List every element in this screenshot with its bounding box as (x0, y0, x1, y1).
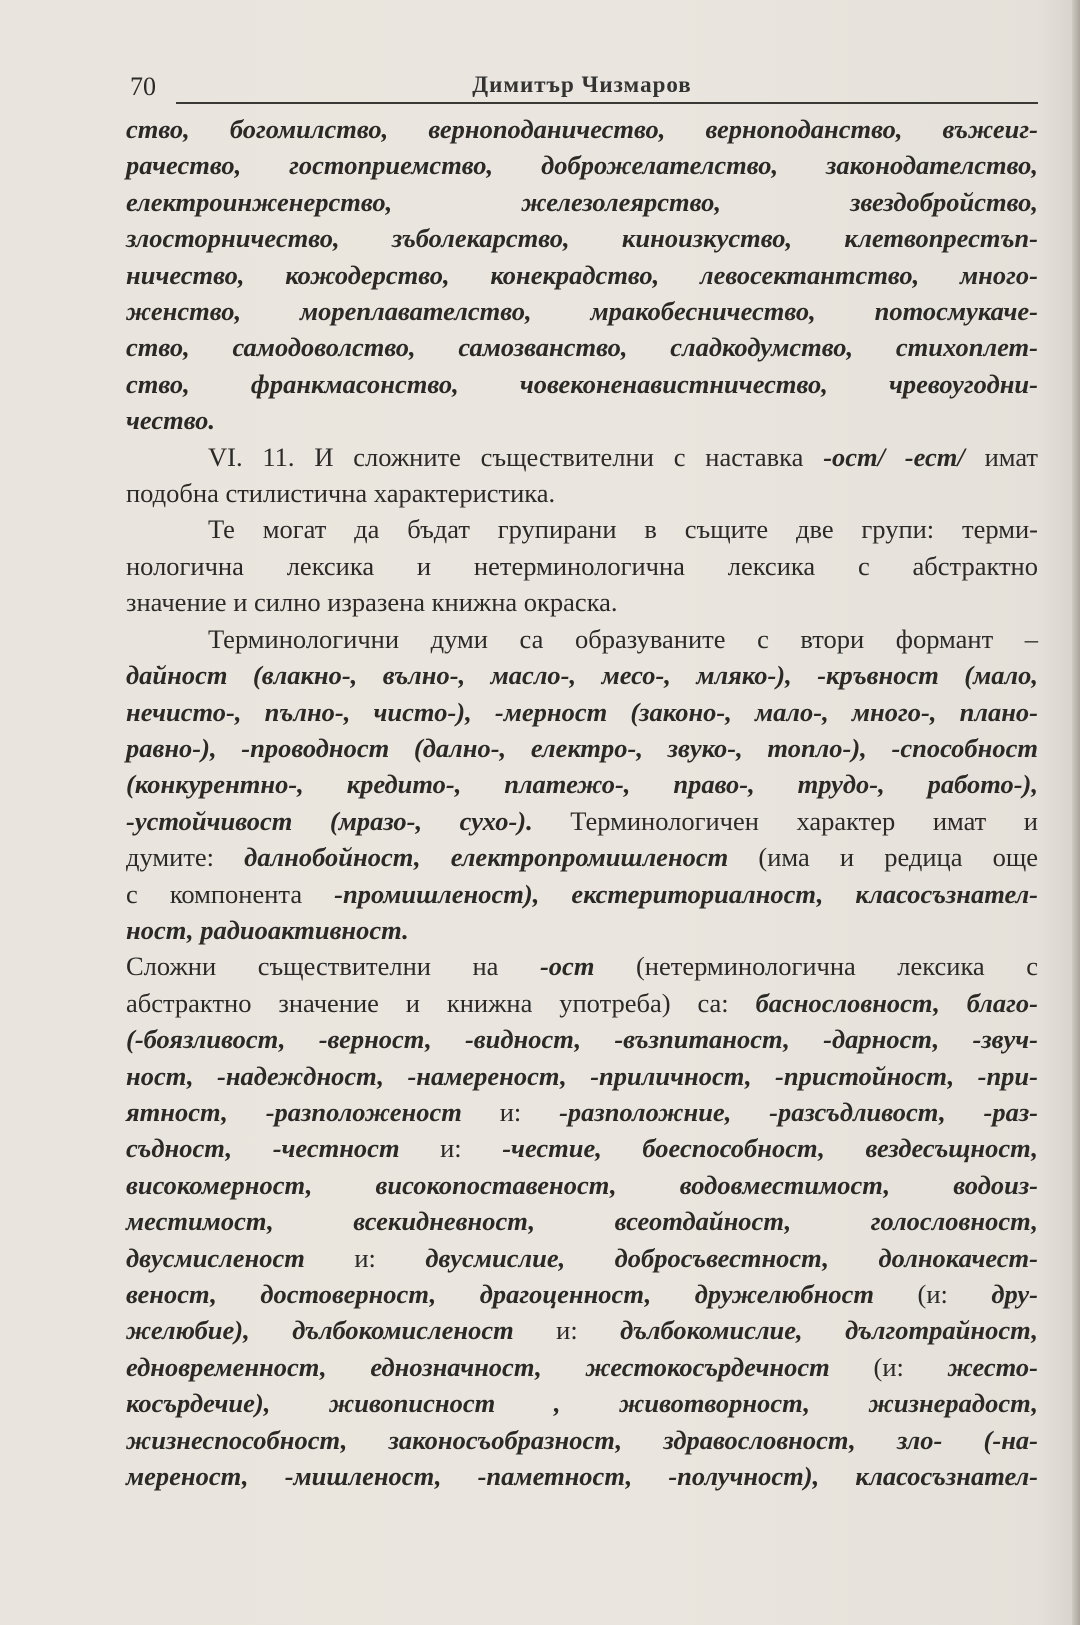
text-line: Те могат да бъдат групирани в същите две групи: терми- (208, 514, 1038, 545)
text-run: (нетерминологична лексика с (594, 951, 1038, 982)
text-run: и: (461, 1096, 560, 1127)
text-line: мереност, -мишленост, -паметност, -получност), класосъзнател- (126, 1461, 1038, 1492)
text-line: подобна стилистична характеристика. (126, 478, 556, 509)
text-line: ничество, кожодерство, конекрадство, левосектантство, много- (126, 259, 1038, 290)
text-line (126, 839, 1038, 875)
text-run: и: (399, 1133, 503, 1164)
text-line (126, 948, 1038, 984)
page-header (126, 66, 1038, 106)
text-line (126, 1349, 1038, 1385)
italic-run: -ост (539, 951, 595, 982)
text-line: Терминологични думи са образуваните с втори формант – (208, 623, 1038, 654)
text-line (126, 876, 1038, 912)
italic-run: дру- (991, 1279, 1038, 1309)
text-run: думите: (126, 842, 245, 873)
text-run: (има и редица още (728, 842, 1039, 873)
italic-run: -устойчивост (мразо-, сухо-). (126, 805, 533, 836)
italic-run: веност, достоверност, драгоценност, дружелюбност (126, 1279, 874, 1309)
paragraph-section-11 (126, 439, 1038, 512)
text-line: значение и силно изразена книжна окраска. (126, 587, 618, 618)
text-line (126, 1240, 1038, 1276)
italic-run: двусмислие, добросъвестност, долнокачест- (425, 1242, 1038, 1273)
text-line: (-боязливост, -верност, -видност, -възпитаност, -дарност, -звуч- (126, 1024, 1038, 1055)
running-head: Димитър Чизмаров (472, 72, 692, 97)
text-line (126, 1094, 1038, 1130)
text-line: нологична лексика и нетерминологична лексика с абстрактно (126, 550, 1038, 581)
text-line: дайност (влакно-, вълно-, масло-, месо-, мляко-), -кръвност (мало, (126, 660, 1038, 691)
text-run: и: (513, 1315, 621, 1346)
italic-run: дълбокомислие, дълготрайност, (620, 1315, 1038, 1346)
text-line: косърдечие), живописност , животворност, жизнерадост, (126, 1388, 1038, 1419)
text-line (126, 985, 1038, 1021)
paragraph-word-list (126, 111, 1038, 439)
text-line: електроинженерство, железолеярство, звездобройство, (126, 186, 1038, 217)
italic-run: жесто- (947, 1351, 1038, 1382)
text-run: Терминологичен характер имат и (532, 805, 1038, 836)
text-run: абстрактно значение и книжна употреба) са: (126, 987, 756, 1018)
text-run: (и: (874, 1279, 992, 1309)
text-run: с компонента (126, 878, 335, 909)
page-edge (1072, 0, 1080, 1625)
text-run: и: (304, 1242, 426, 1273)
text-line (126, 1130, 1038, 1166)
text-line (126, 803, 1038, 839)
italic-run: ятност, -разположеност (126, 1096, 462, 1127)
page-body (126, 111, 1038, 1494)
suffix-term: -ост/ -ест/ (823, 441, 965, 472)
text-line: злосторничество, зъболекарство, киноизкуство, клетвопрестъп- (126, 223, 1038, 254)
italic-run: баснословност, благо- (755, 987, 1038, 1018)
text-line: ство, самодоволство, самозванство, сладкодумство, стихоплет- (126, 332, 1038, 363)
text-line (126, 439, 1038, 475)
text-line: чество. (126, 405, 216, 436)
text-run: имат (964, 441, 1039, 472)
italic-run: желюбие), дълбокомисленост (126, 1315, 514, 1346)
italic-run: едновременност, еднозначност, жестокосърдечност (126, 1351, 830, 1382)
text-run: И сложните съществителни с наставка (294, 441, 824, 472)
italic-run: двусмисленост (126, 1242, 305, 1273)
italic-run: -разположние, -разсъдливост, -раз- (559, 1096, 1039, 1127)
paragraph-terminology (126, 621, 1038, 949)
text-line (126, 1312, 1038, 1348)
paragraph-non-terminology (126, 948, 1038, 1494)
text-line: (конкурентно-, кредито-, платежо-, право-, трудо-, работо-), (126, 769, 1038, 800)
text-line: високомерност, високопоставеност, водовместимост, водоиз- (126, 1169, 1038, 1200)
text-line: местимост, всекидневност, всеотдайност, голословност, (126, 1206, 1038, 1237)
page-number: 70 (130, 72, 156, 101)
text-line: жизнеспособност, законосъобразност, здравословност, зло- (-на- (126, 1424, 1038, 1455)
italic-run: -промишленост), екстериториалност, класосъзнател- (334, 878, 1038, 909)
italic-run: -честие, боеспособност, вездесъщност, (502, 1133, 1038, 1164)
italic-run: далнобойност, електропромишленост (244, 842, 729, 873)
text-line: равно-), -проводност (дално-, електро-, звуко-, топло-), -способност (126, 732, 1038, 763)
text-line: женство, мореплавателство, мракобесничество, потосмукаче- (126, 296, 1038, 327)
text-line: ност, радиоактивност. (126, 914, 409, 945)
text-line: ство, богомилство, верноподаничество, верноподанство, въжеиг- (126, 114, 1038, 144)
header-rule (176, 102, 1038, 104)
text-run: (и: (829, 1351, 948, 1382)
section-number: VI. 11. (208, 441, 295, 472)
text-line: ност, -надеждност, -намереност, -приличност, -пристойност, -при- (126, 1060, 1038, 1091)
text-line (126, 1276, 1038, 1312)
text-run: Сложни съществителни на (126, 951, 540, 982)
text-line: нечисто-, пълно-, чисто-), -мерност (законо-, мало-, много-, плано- (126, 696, 1038, 727)
paragraph-groups (126, 511, 1038, 620)
text-line: ство, франкмасонство, човеконенавистничество, чревоугодни- (126, 368, 1038, 399)
italic-run: съдност, -честност (126, 1133, 400, 1164)
text-line: рачество, гостоприемство, доброжелателство, законодателство, (126, 150, 1038, 181)
